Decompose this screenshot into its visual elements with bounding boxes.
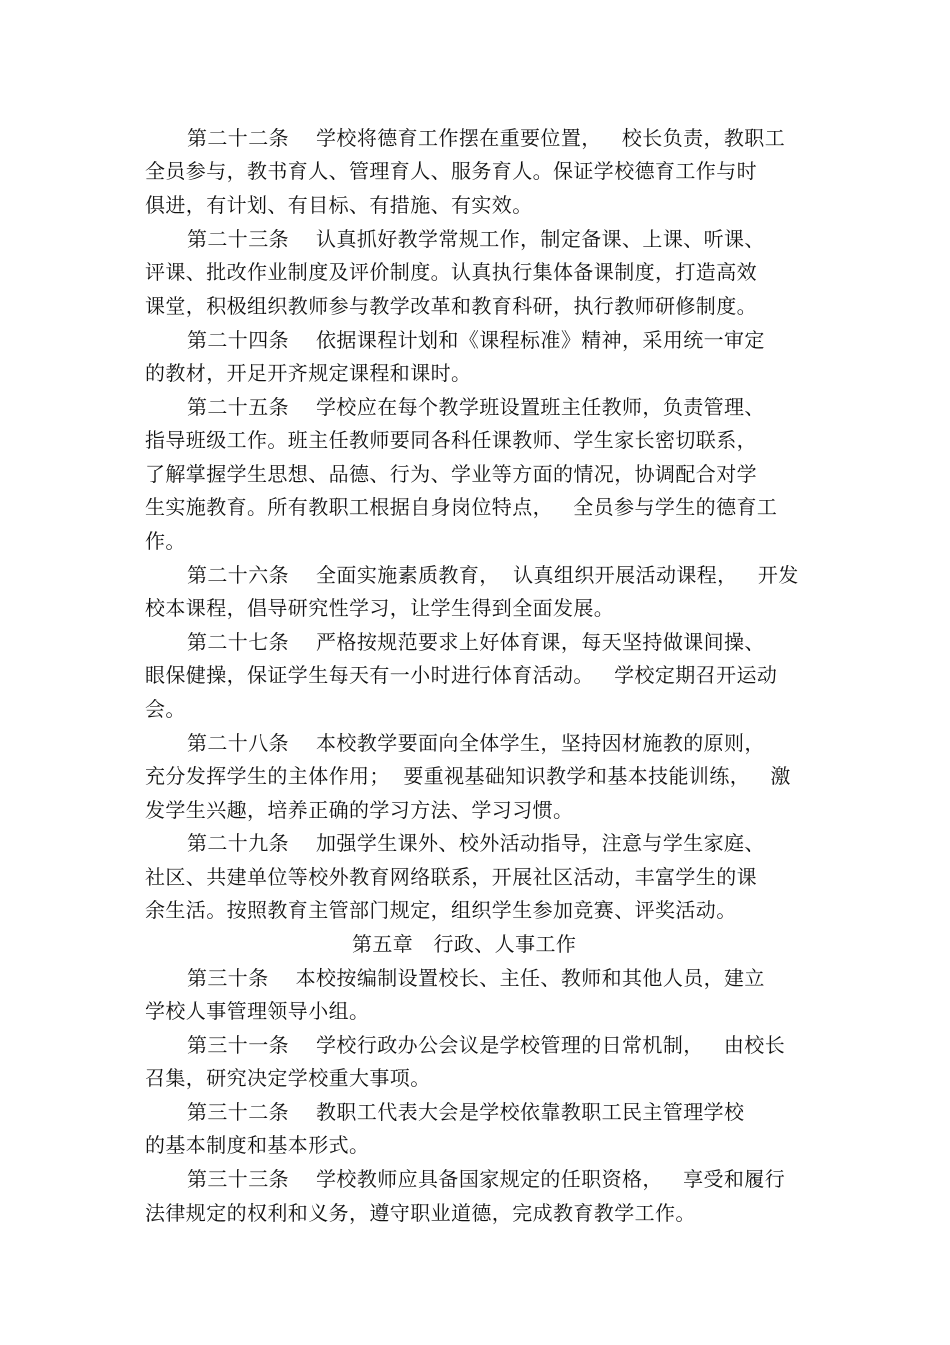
text-line: 会。 (145, 697, 186, 721)
text-line: 生实施教育。所有教职工根据自身岗位特点， 全员参与学生的德育工 (145, 495, 778, 519)
text-line: 校本课程，倡导研究性学习，让学生得到全面发展。 (145, 596, 615, 620)
text-line: 第三十条 本校按编制设置校长、主任、教师和其他人员，建立 (187, 966, 765, 990)
text-line: 课堂，积极组织教师参与教学改革和教育科研，执行教师研修制度。 (145, 294, 757, 318)
text-line: 第三十一条 学校行政办公会议是学校管理的日常机制， 由校长 (187, 1033, 786, 1057)
text-line: 的基本制度和基本形式。 (145, 1133, 370, 1157)
text-line: 第二十二条 学校将德育工作摆在重要位置， 校长负责，教职工 (187, 126, 786, 150)
text-line: 第二十五条 学校应在每个教学班设置班主任教师，负责管理、 (187, 395, 765, 419)
text-line: 第三十三条 学校教师应具备国家规定的任职资格， 享受和履行 (187, 1167, 786, 1191)
text-line: 召集，研究决定学校重大事项。 (145, 1066, 431, 1090)
text-line: 社区、共建单位等校外教育网络联系，开展社区活动，丰富学生的课 (145, 865, 757, 889)
text-line: 法律规定的权利和义务，遵守职业道德，完成教育教学工作。 (145, 1201, 696, 1225)
text-line: 了解掌握学生思想、品德、行为、学业等方面的情况，协调配合对学 (145, 462, 757, 486)
text-line: 指导班级工作。班主任教师要同各科任课教师、学生家长密切联系， (145, 428, 757, 452)
text-line: 发学生兴趣，培养正确的学习方法、学习习惯。 (145, 798, 574, 822)
text-line: 充分发挥学生的主体作用； 要重视基础知识教学和基本技能训练， 激 (145, 764, 791, 788)
text-line: 第二十六条 全面实施素质教育， 认真组织开展活动课程， 开发 (187, 563, 799, 587)
text-line: 余生活。按照教育主管部门规定，组织学生参加竞赛、评奖活动。 (145, 898, 737, 922)
text-line: 全员参与，教书育人、管理育人、服务育人。保证学校德育工作与时 (145, 159, 757, 183)
text-line: 第三十二条 教职工代表大会是学校依靠教职工民主管理学校 (187, 1100, 745, 1124)
text-line: 眼保健操，保证学生每天有一小时进行体育活动。 学校定期召开运动 (145, 663, 778, 687)
text-line: 第二十七条 严格按规范要求上好体育课，每天坚持做课间操、 (187, 630, 765, 654)
text-line: 评课、批改作业制度及评价制度。认真执行集体备课制度，打造高效 (145, 260, 757, 284)
chapter-heading: 第五章 行政、人事工作 (352, 932, 577, 956)
text-line: 第二十八条 本校教学要面向全体学生，坚持因材施教的原则， (187, 731, 765, 755)
text-line: 第二十四条 依据课程计划和《课程标准》精神，采用统一审定 (187, 328, 765, 352)
text-line: 第二十三条 认真抓好教学常规工作，制定备课、上课、听课、 (187, 227, 765, 251)
text-line: 俱进，有计划、有目标、有措施、有实效。 (145, 193, 533, 217)
text-line: 第二十九条 加强学生课外、校外活动指导，注意与学生家庭、 (187, 831, 765, 855)
text-line: 作。 (145, 529, 186, 553)
text-line: 的教材，开足开齐规定课程和课时。 (145, 361, 472, 385)
text-line: 学校人事管理领导小组。 (145, 999, 370, 1023)
